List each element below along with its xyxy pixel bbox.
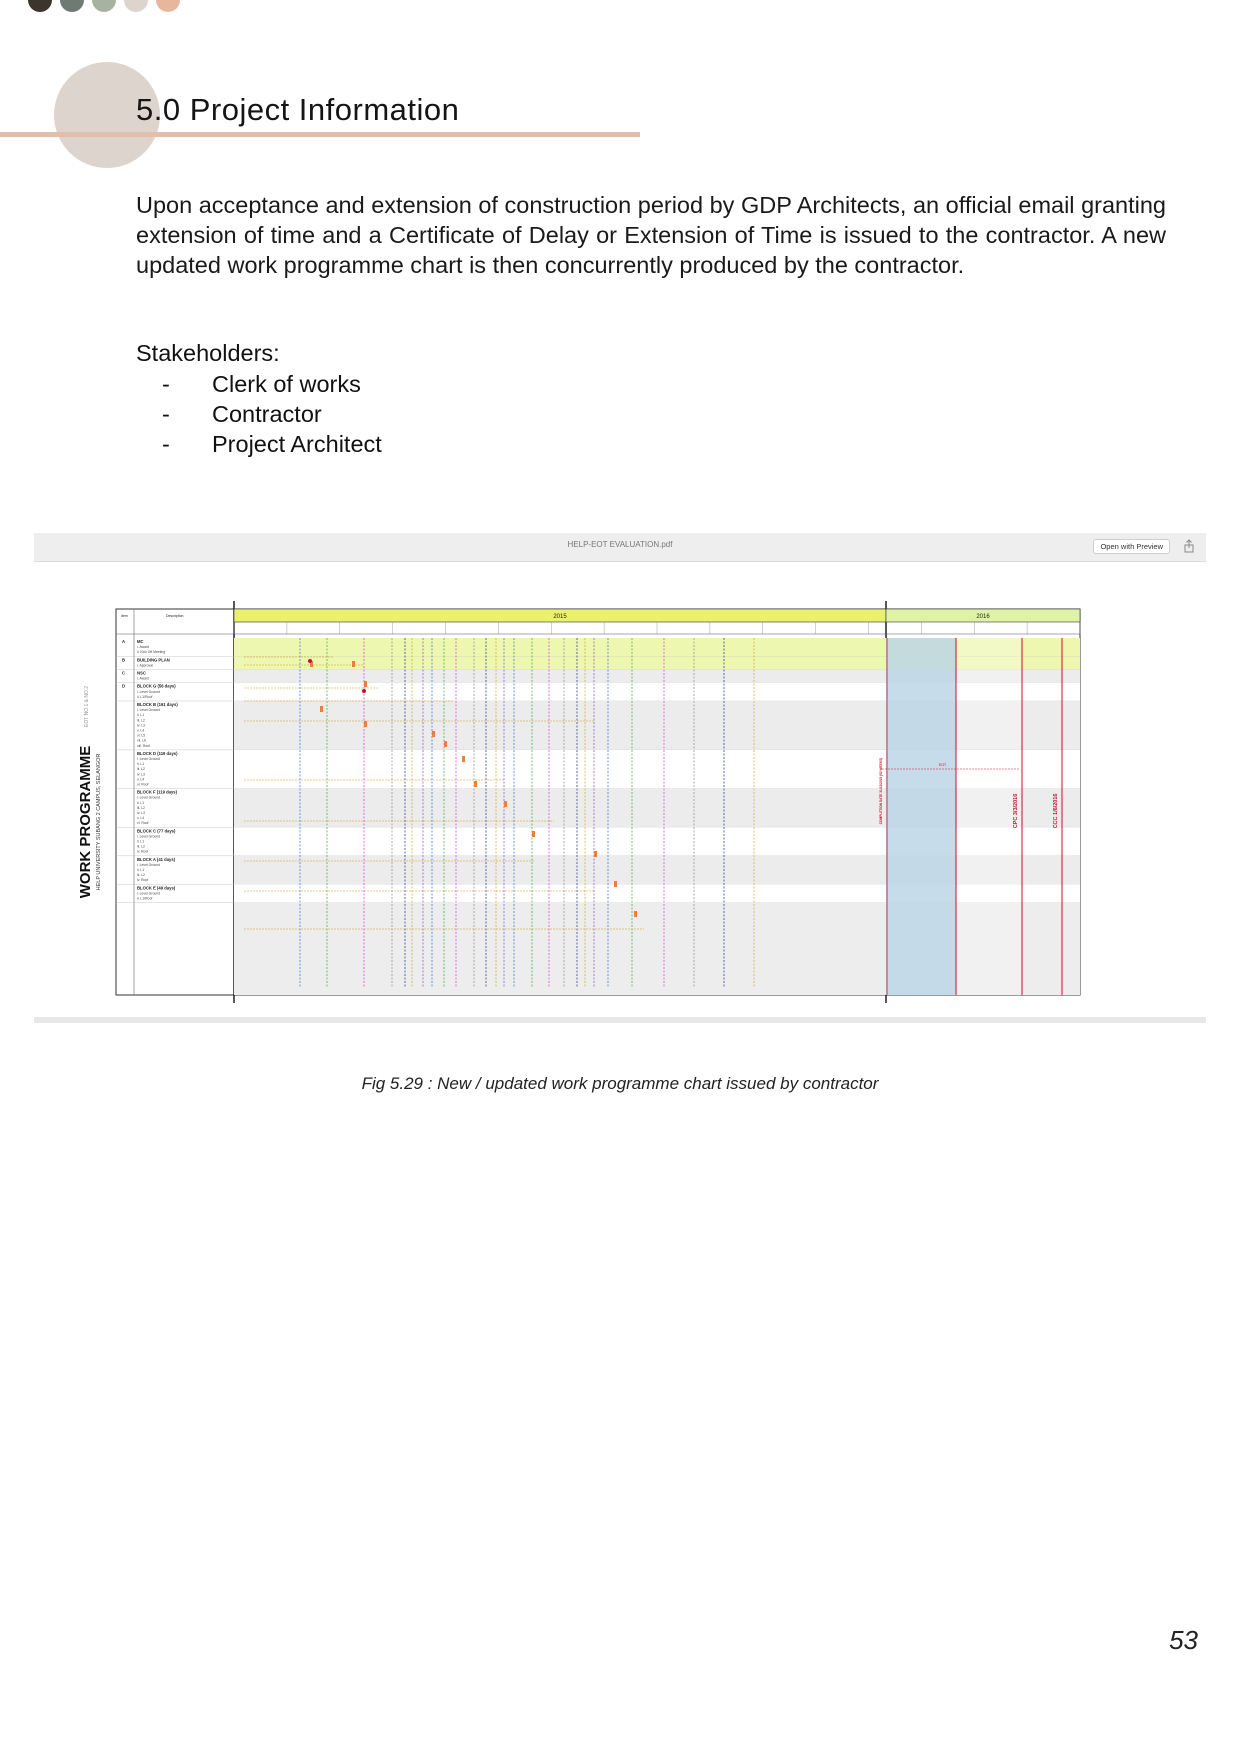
section-subitem: i. Award — [137, 645, 149, 650]
milestone-marker — [462, 756, 465, 762]
bullet-dash: - — [162, 431, 170, 457]
cpc-marker-label: CPC 3/3/2016 — [1013, 793, 1019, 829]
bullet-dash: - — [162, 401, 170, 427]
open-with-preview-button[interactable]: Open with Preview — [1093, 539, 1170, 554]
section-subitem: i. Level Ground — [137, 834, 160, 839]
section-subitem: vi. L5 — [137, 733, 146, 738]
list-item — [136, 399, 382, 429]
section-name: NSC — [137, 670, 146, 676]
section-name: BLOCK E (49 days) — [137, 885, 176, 891]
bullet-dash: - — [162, 371, 170, 397]
section-item: C — [122, 670, 126, 676]
list-item — [136, 429, 382, 459]
milestone-marker — [320, 706, 323, 712]
viewer-title: HELP-EOT EVALUATION.pdf — [567, 540, 673, 549]
milestone-marker — [352, 661, 355, 667]
section-name: MC — [137, 639, 144, 644]
section-item: B — [122, 657, 126, 663]
work-programme-chart — [34, 561, 1206, 1017]
eot-label: EOT — [939, 763, 947, 767]
section-subitem: i. Level Ground — [137, 862, 160, 867]
section-subitem: ii. L1/Roof — [137, 896, 153, 901]
section-subitem: iii. L2 — [137, 805, 145, 810]
list-item — [136, 369, 382, 399]
milestone-marker — [444, 741, 447, 747]
chart-ref: EOT NO.1 & NO.2 — [84, 685, 90, 727]
section-subitem: vi. Roof — [137, 782, 149, 787]
section-name: BLOCK C (77 days) — [137, 828, 176, 834]
section-subitem: vii. L6 — [137, 738, 146, 743]
section-name: BLOCK B (161 days) — [137, 702, 178, 707]
stakeholders-label: Stakeholders: — [136, 340, 280, 366]
section-subitem: iii. L2 — [137, 767, 145, 772]
section-subitem: ii. Kick Off Meeting — [137, 650, 166, 655]
section-name: BLOCK F (119 days) — [137, 789, 178, 795]
section-subitem: i. Level Ground — [137, 795, 160, 800]
milestone-marker — [504, 801, 507, 807]
section-subitem: viii. Roof — [137, 743, 151, 748]
palette-dot — [156, 0, 180, 12]
header-underline — [0, 132, 640, 137]
stakeholder-clerk: Clerk of works — [212, 371, 361, 397]
milestone-marker — [532, 831, 535, 837]
milestone-marker — [634, 911, 637, 917]
section-name: BLOCK A (41 days) — [137, 856, 176, 862]
palette-dot — [28, 0, 52, 12]
section-subitem: i. Level Ground — [137, 757, 160, 761]
section-subitem: i. Level Ground — [137, 708, 160, 713]
section-subitem: iii. L2 — [137, 718, 145, 723]
section-subitem: iv. L3 — [137, 723, 145, 728]
section-subitem: v. L4 — [137, 728, 145, 733]
eot-zone — [886, 638, 956, 995]
year-label-2016: 2016 — [976, 614, 990, 620]
chart-subtitle: HELP UNIVERSITY SUBANG 2 CAMPUS, SELANGOR — [96, 753, 102, 891]
completion-marker-label: COMPLETION DATE 31/12/2015 (52 WEEKS) — [879, 757, 883, 825]
pdf-viewer-bar — [34, 533, 1206, 562]
header-description: Description — [166, 614, 184, 618]
milestone-marker — [364, 721, 367, 727]
year-label-2015: 2015 — [553, 614, 567, 620]
stakeholder-architect: Project Architect — [212, 431, 382, 457]
page-number: 53 — [1169, 1625, 1198, 1655]
section-item: A — [122, 639, 126, 644]
palette-dot — [124, 0, 148, 12]
section-name: BLOCK G (56 days) — [137, 683, 176, 689]
ccc-marker-label: CCC 1/6/2016 — [1053, 793, 1059, 829]
chart-title: WORK PROGRAMME — [77, 745, 94, 899]
section-subitem: ii. L1 — [137, 762, 145, 767]
palette-dot — [92, 0, 116, 12]
stakeholders-list — [136, 369, 382, 459]
red-milestone — [308, 659, 312, 663]
body-paragraph: Upon acceptance and extension of construction period by GDP Architects, an official email granting extension of time and a Certificate of Delay or Extension of Time is issued to the contractor. A new updated work programme chart is then concurrently produced by the contractor. — [136, 192, 1166, 278]
section-name: BLOCK D (119 days) — [137, 750, 178, 756]
section-subitem: iv. L3 — [137, 772, 145, 777]
figure-caption: Fig 5.29 : New / updated work programme chart issued by contractor — [361, 1074, 879, 1093]
section-subitem: iv. L3 — [137, 811, 145, 815]
section-subitem: iii. L2 — [137, 873, 145, 878]
stakeholder-contractor: Contractor — [212, 401, 322, 427]
section-subitem: i. Approval — [137, 663, 153, 668]
completion-marker-label-group — [879, 758, 883, 825]
section-subitem: iv. Roof — [137, 849, 149, 854]
section-subitem: v. L4 — [137, 777, 145, 782]
section-subitem: i. Level Ground — [137, 689, 160, 694]
chart-title-group — [77, 686, 102, 898]
section-item: D — [122, 683, 126, 689]
share-icon[interactable] — [1182, 539, 1196, 553]
cpc-marker-label-group — [1013, 794, 1019, 829]
milestone-marker — [432, 731, 435, 737]
section-subitem: v. L4 — [137, 816, 145, 821]
milestone-marker — [614, 881, 617, 887]
milestone-marker — [594, 851, 597, 857]
milestone-marker — [474, 781, 477, 787]
milestone-marker — [364, 681, 367, 687]
ccc-marker-label-group — [1053, 794, 1059, 829]
page-title: 5.0 Project Information — [136, 92, 460, 127]
section-subitem: i. Level Ground — [137, 891, 160, 896]
section-subitem: i. Award — [137, 676, 149, 681]
section-subitem: iv. Roof — [137, 878, 149, 883]
section-subitem: ii. L1 — [137, 868, 145, 872]
palette-dots — [28, 0, 180, 12]
section-subitem: iii. L2 — [137, 844, 145, 849]
section-name: BUILDING PLAN — [137, 657, 170, 663]
section-subitem: ii. L1 — [137, 800, 145, 805]
section-subitem: ii. L1 — [137, 839, 145, 844]
section-subitem: ii. L1/Roof — [137, 694, 153, 699]
section-subitem: ii. L1 — [137, 713, 145, 718]
section-subitem: vi. Roof — [137, 821, 149, 826]
header-item: Item — [121, 614, 128, 618]
figure-bottom-bar — [34, 1017, 1206, 1023]
palette-dot — [60, 0, 84, 12]
figure-screenshot — [34, 533, 1206, 1025]
red-milestone — [362, 689, 366, 693]
